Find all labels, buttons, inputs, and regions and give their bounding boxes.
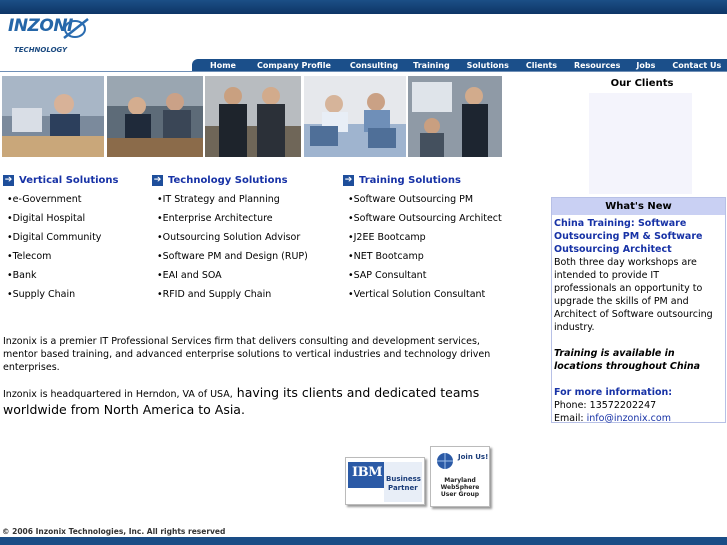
news-headline[interactable]: China Training: Software Outsourcing PM & Software Outsourcing Architect [554,218,703,255]
technology-solutions-heading[interactable] [152,175,288,186]
company-logo[interactable] [6,16,96,60]
training-solutions-heading[interactable] [343,175,461,186]
photo-office-worker [2,76,104,157]
list-item[interactable]: •e-Government [7,194,82,205]
list-item[interactable]: •IT Strategy and Planning [157,194,280,205]
vertical-solutions-heading[interactable] [3,175,118,186]
photo-meeting [107,76,203,157]
list-item[interactable]: •Outsourcing Solution Advisor [157,232,301,243]
phone-line [554,399,723,412]
hq-part2: having its clients and dedicated teams worldwide from North America to Asia. [3,385,480,417]
list-item[interactable]: •EAI and SOA [157,270,222,281]
ibm-business-partner-badge[interactable] [345,457,425,505]
arrow-right-icon: ➔ [153,175,162,185]
clients-logo-area [589,93,692,194]
our-clients-title: Our Clients [610,78,674,89]
copyright-text: © 2006 Inzonix Technologies, Inc. All rights reserved [2,527,226,536]
nav-consulting[interactable]: Consulting [349,60,399,70]
nav-home[interactable]: Home [210,60,236,70]
list-item[interactable]: •Digital Hospital [7,213,86,224]
nav-resources[interactable]: Resources [573,60,621,70]
intro-text: Inzonix is a premier IT Professional Services firm that delivers consulting and development services, mentor based training, and advanced enterprise solutions to vertical industries and technology driven enterprises. [3,336,491,373]
whats-new-title: What's New [552,198,725,215]
logo-subtitle: TECHNOLOGY [14,46,68,54]
list-item[interactable]: •Enterprise Architecture [157,213,273,224]
join-us-label: Join Us! [458,453,489,461]
nav-training[interactable]: Training [413,60,450,70]
list-item[interactable]: •SAP Consultant [348,270,427,281]
headquarters-text [3,385,523,419]
arrow-right-icon: ➔ [4,175,13,185]
technology-solutions-title: Technology Solutions [168,175,288,186]
vertical-solutions-title: Vertical Solutions [19,175,119,186]
list-item[interactable]: •Software Outsourcing PM [348,194,474,205]
arrow-right-icon: ➔ [344,175,353,185]
globe-icon [435,451,455,471]
websphere-user-group-badge[interactable] [430,446,490,507]
list-item[interactable]: •RFID and Supply Chain [157,289,272,300]
photo-training-class [304,76,406,157]
list-item[interactable]: •Bank [7,270,37,281]
email-line [554,412,723,425]
more-info-label: For more information: [554,387,673,398]
news-body: Both three day workshops are intended to provide IT professionals an opportunity to upgrade the skills of PM and Architect of Software outsourcing industry. [554,257,713,333]
news-emphasis: Training is available in locations throughout China [554,348,701,372]
bottom-bar [0,537,727,545]
vertical-solutions-list [7,190,101,304]
group-line3: User Group [440,491,480,498]
nav-clients[interactable]: Clients [525,60,557,70]
ibm-badge-line1: Business [386,475,421,483]
training-solutions-title: Training Solutions [359,175,461,186]
list-item[interactable]: •J2EE Bootcamp [348,232,426,243]
list-item[interactable]: •Supply Chain [7,289,76,300]
email-link[interactable]: info@inzonix.com [586,413,671,424]
hq-part1: Inzonix is headquartered in Herndon, VA of USA, [3,389,233,400]
nav-divider [0,71,727,72]
nav-jobs[interactable]: Jobs [636,60,656,70]
list-item[interactable]: •Software Outsourcing Architect [348,213,502,224]
email-label: Email: [554,413,584,424]
list-item[interactable]: •NET Bootcamp [348,251,424,262]
whats-new-panel [551,197,726,423]
list-item[interactable]: •Vertical Solution Consultant [348,289,486,300]
list-item[interactable]: •Telecom [7,251,52,262]
photo-handshake [205,76,301,157]
nav-company-profile[interactable]: Company Profile [256,60,331,70]
ibm-badge-line2: Partner [388,484,418,492]
ibm-logo: IBM [352,465,382,480]
main-nav [192,59,727,71]
training-solutions-list [348,190,502,304]
top-bar [0,0,727,14]
photo-presentation [408,76,502,157]
phone-value: 13572202247 [589,400,657,411]
group-line2: WebSphere [440,484,480,491]
list-item[interactable]: •Software PM and Design (RUP) [157,251,308,262]
logo-name: INZONI [8,16,73,36]
phone-label: Phone: [554,400,587,411]
list-item[interactable]: •Digital Community [7,232,102,243]
nav-solutions[interactable]: Solutions [466,60,509,70]
nav-contact-us[interactable]: Contact Us [672,60,722,70]
technology-solutions-list [157,190,308,304]
logo-swoosh-icon [62,16,92,42]
group-line1: Maryland [444,477,476,484]
